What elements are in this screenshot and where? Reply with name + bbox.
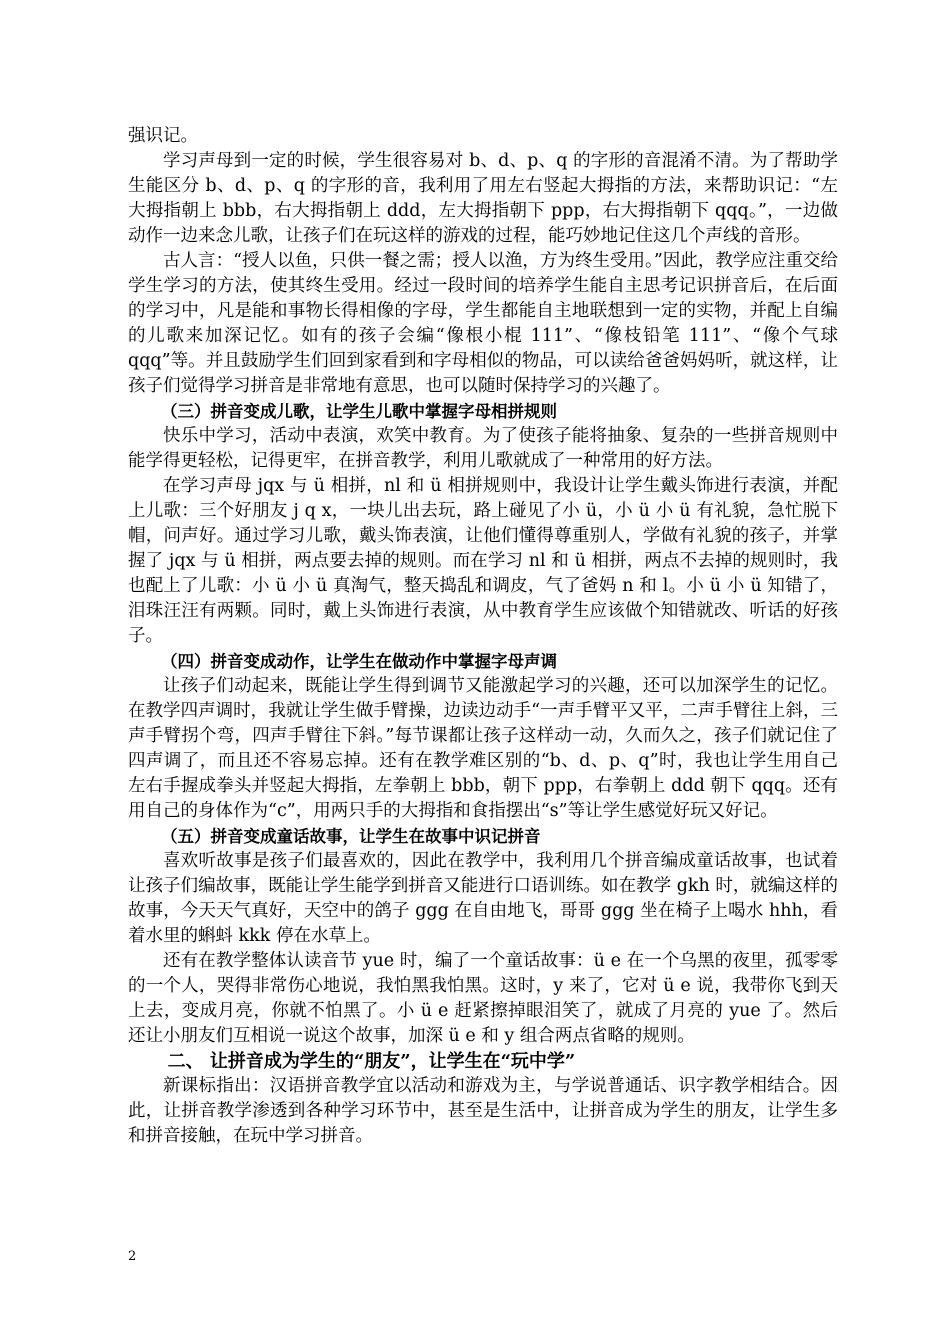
section-heading-3: （三）拼音变成儿歌，让学生儿歌中掌握字母相拼规则 (161, 402, 557, 421)
paragraph-continuation: 强识记。 (128, 126, 198, 146)
paragraph-bdpq-thumbs: 学习声母到一定的时候，学生很容易对 b、d、p、q 的字形的音混淆不清。为了帮助学生能区分 b、d、p、q 的字形的音，我利用了用左右竖起大拇指的方法，来帮助识记：“左大拇指朝上 bbb，右大拇指朝上 ddd，左大拇指朝下 ppp，右大拇指朝下 qqq。”，一边做动作一边来念儿歌，让孩子们在玩这样的游戏的过程，能巧妙地记住这几个声线的音形。 (128, 151, 838, 246)
paragraph-tone-actions: 让孩子们动起来，既能让学生得到调节又能激起学习的兴趣，还可以加深学生的记忆。在教学四声调时，我就让学生做手臂操，边读边动手“一声手臂平又平，二声手臂往上斜，三声手臂拐个弯，四声手臂往下斜。”每节课都让孩子这样动一动，久而久之，孩子们就记住了四声调了，而且还不容易忘掉。还有在教学难区别的“b、d、p、q”时，我也让学生用自己左右手握成拳头并竖起大拇指，左拳朝上 bbb，朝下 ppp，右拳朝上 ddd 朝下 qqq。还有用自己的身体作为“c”，用两只手的大拇指和食指摆出“s”等让学生感觉好玩又好记。 (128, 676, 838, 821)
section-heading-4: （四）拼音变成动作，让学生在做动作中掌握字母声调 (161, 652, 557, 671)
paragraph-curriculum: 新课标指出：汉语拼音教学宜以活动和游戏为主，与学说普通话、识字教学相结合。因此，让拼音教学渗透到各种学习环节中，甚至是生活中，让拼音成为学生的朋友，让学生多和拼音接触，在玩中学习拼音。 (128, 1076, 838, 1146)
paragraph-story-yue: 还有在教学整体认读音节 yue 时，编了一个童话故事：ü e 在一个乌黑的夜里，孤零零的一个人，哭得非常伤心地说，我怕黑我怕黑。这时，y 来了，它对 ü e 说，我带你飞到天上去，变成月亮，你就不怕黑了。小 ü e 赶紧擦掉眼泪笑了，就成了月亮的 yue 了。然后还让小朋友们互相说一说这个故事，加深 ü e 和 y 组合两点省略的规则。 (128, 951, 838, 1046)
paragraph-teach-method: 古人言：“授人以鱼，只供一餐之需；授人以渔，方为终生受用。”因此，教学应注重交给学生学习的方法，使其终生受用。经过一段时间的培养学生能自主思考记识拼音后，在后面的学习中，凡是能和事物长得相像的字母，学生都能自主地联想到一定的实物，并配上自编的儿歌来加深记忆。如有的孩子会编“像根小棍 111”、“像枝铅笔 111”、“像个气球 qqq”等。并且鼓励学生们回到家看到和字母相似的物品，可以读给爸爸妈妈听，就这样，让孩子们觉得学习拼音是非常地有意思，也可以随时保持学习的兴趣了。 (128, 251, 838, 396)
document-body (128, 124, 838, 1149)
paragraph-happy-learning: 快乐中学习，活动中表演，欢笑中教育。为了使孩子能将抽象、复杂的一些拼音规则中能学得更轻松，记得更牢，在拼音教学，利用儿歌就成了一种常用的好方法。 (128, 426, 838, 471)
page-number: 2 (128, 1249, 137, 1264)
paragraph-story-gkh: 喜欢听故事是孩子们最喜欢的，因此在教学中，我利用几个拼音编成童话故事，也试着让孩子们编故事，既能让学生能学到拼音又能进行口语训练。如在教学 gkh 时，就编这样的故事，今天天气真好，天空中的鸽子 ggg 在自由地飞，哥哥 ggg 坐在椅子上喝水 hhh，看着水里的蝌蚪 kkk 停在水草上。 (128, 851, 838, 946)
chapter-heading-2: 二、 让拼音成为学生的“朋友”，让学生在“玩中学” (167, 1051, 576, 1072)
section-heading-5: （五）拼音变成童话故事，让学生在故事中识记拼音 (161, 827, 541, 846)
paragraph-jqx-rule: 在学习声母 jqx 与 ü 相拼，nl 和 ü 相拼规则中，我设计让学生戴头饰进行表演，并配上儿歌：三个好朋友 j q x，一块儿出去玩，路上碰见了小 ü，小 ü 小 ü 有礼貌，急忙脱下帽，问声好。通过学习儿歌，戴头饰表演，让他们懂得尊重别人，学做有礼貌的孩子，并掌握了 jqx 与 ü 相拼，两点要去掉的规则。而在学习 nl 和 ü 相拼，两点不去掉的规则时，我也配上了儿歌：小 ü 小 ü 真淘气，整天捣乱和调皮，气了爸妈 n 和 l。小 ü 小 ü 知错了，泪珠汪汪有两颗。同时，戴上头饰进行表演，从中教育学生应该做个知错就改、听话的好孩子。 (128, 476, 839, 646)
